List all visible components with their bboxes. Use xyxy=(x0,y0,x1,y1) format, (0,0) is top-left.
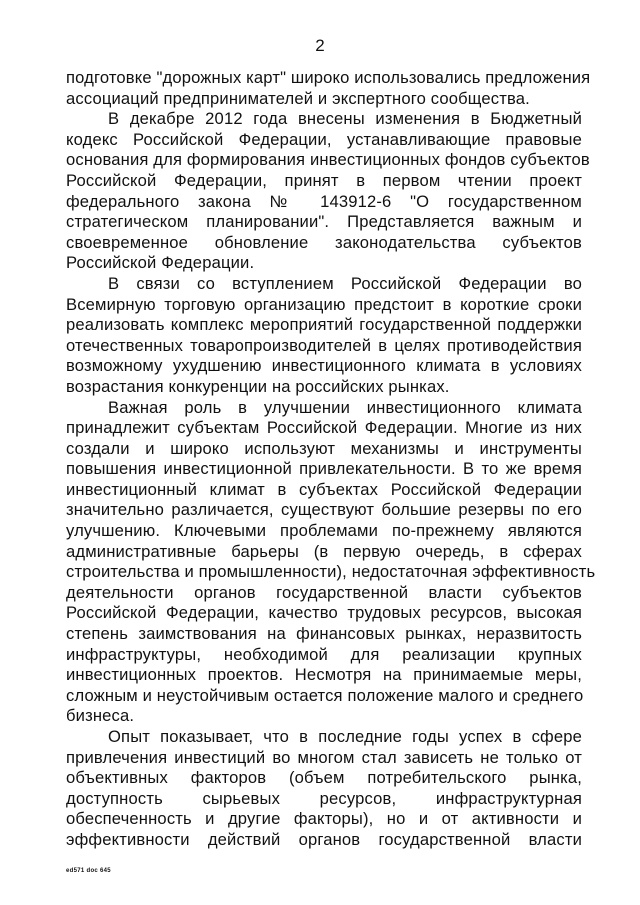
text-line: возрастания конкуренции на российских рынках. xyxy=(66,376,450,396)
document-body xyxy=(66,68,596,851)
text-line: стратегическом планировании". Представляется важным и xyxy=(66,212,582,232)
text-line: своевременное обновление законодательства субъектов xyxy=(66,232,582,252)
paragraph-3 xyxy=(66,274,582,398)
text-line: возможному ухудшению инвестиционного климата в условиях xyxy=(66,356,582,376)
text-line: бизнеса. xyxy=(66,706,135,726)
text-line: обеспеченность и другие факторы), но и от активности и xyxy=(66,809,582,829)
text-line: Российской Федерации, принят в первом чтении проект xyxy=(66,170,582,190)
text-line: Важная роль в улучшении инвестиционного климата xyxy=(108,397,582,417)
text-line: строительства и промышленности), недостаточная эффективность xyxy=(66,562,596,582)
text-line: Опыт показывает, что в последние годы успех в сфере xyxy=(108,727,582,746)
text-line: степень заимствования на финансовых рынках, неразвитость xyxy=(66,624,582,644)
footer-document-code: ed571 doc 645 xyxy=(66,868,111,874)
text-line: В связи со вступлением Российской Федерации во xyxy=(108,273,582,293)
text-line: Всемирную торговую организацию предстоит в короткие сроки xyxy=(66,294,582,314)
text-line: В декабре 2012 года внесены изменения в Бюджетный xyxy=(108,109,582,129)
text-line: основания для формирования инвестиционных фондов субъектов xyxy=(66,150,590,170)
text-line: создали и широко используют механизмы и инструменты xyxy=(66,438,582,458)
paragraph-5 xyxy=(66,727,582,851)
text-line: значительно различается, существуют большие резервы по его xyxy=(66,500,582,520)
text-line: ассоциаций предпринимателей и экспертного сообщества. xyxy=(66,88,530,108)
text-line: Российской Федерации. xyxy=(66,253,255,273)
text-line: инфраструктуры, необходимой для реализации крупных xyxy=(66,644,582,664)
text-line: объективных факторов (объем потребительского рынка, xyxy=(66,768,582,788)
text-line: деятельности органов государственной власти субъектов xyxy=(66,582,582,602)
page-number: 2 xyxy=(315,36,325,55)
paragraph-1 xyxy=(66,68,591,109)
paragraph-4 xyxy=(66,397,596,728)
text-line: повышения инвестиционной привлекательности. В то же время xyxy=(66,459,582,479)
text-line: эффективности действий органов государственной власти xyxy=(66,829,582,849)
text-line: сложным и неустойчивым остается положение малого и среднего xyxy=(66,685,584,705)
text-line: принадлежит субъектам Российской Федерации. Многие из них xyxy=(66,418,582,438)
paragraph-2 xyxy=(66,109,590,274)
text-line: инвестиционный климат в субъектах Российской Федерации xyxy=(66,479,582,499)
text-line: Российской Федерации, качество трудовых ресурсов, высокая xyxy=(66,603,582,623)
text-line: кодекс Российской Федерации, устанавливающие правовые xyxy=(66,129,582,149)
text-line: подготовке "дорожных карт" широко использовались предложения xyxy=(66,68,591,87)
text-line: федерального закона № 143912-6 "О государственном xyxy=(66,191,582,211)
text-line: доступность сырьевых ресурсов, инфраструктурная xyxy=(66,788,582,808)
text-line: административные барьеры (в первую очередь, в сферах xyxy=(66,541,582,561)
text-line: инвестиционных проектов. Несмотря на принимаемые меры, xyxy=(66,665,582,685)
text-line: реализовать комплекс мероприятий государственной поддержки xyxy=(66,315,582,335)
text-line: улучшению. Ключевыми проблемами по-прежнему являются xyxy=(66,521,582,541)
text-line: привлечения инвестиций во многом стал зависеть не только от xyxy=(66,747,582,767)
text-line: отечественных товаропроизводителей в целях противодействия xyxy=(66,335,582,355)
